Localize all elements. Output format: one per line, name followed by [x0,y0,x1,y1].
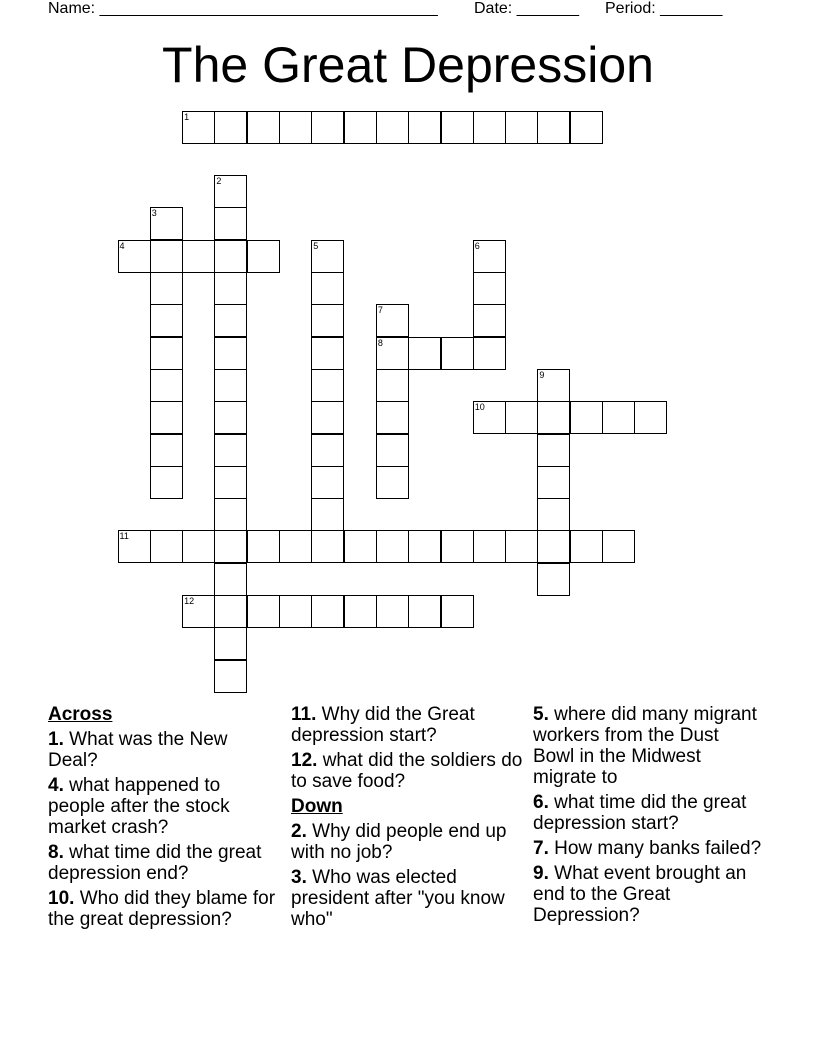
clue-down-5 [533,704,765,788]
clue-text: What event brought an end to the Great Depression? [533,863,747,926]
cell-number-label: 12 [184,596,195,606]
clue-text: where did many migrant workers from the Dust Bowl in the Midwest migrate to [533,704,757,788]
clue-number: 12. [291,750,318,771]
clue-column-1 [48,704,280,934]
crossword-cell[interactable] [376,434,409,467]
clue-number: 9. [533,863,549,884]
crossword-cell[interactable] [570,401,603,434]
crossword-cell[interactable] [182,240,215,273]
crossword-cell[interactable] [311,434,344,467]
crossword-cell[interactable] [537,111,570,144]
crossword-cell[interactable] [150,272,183,305]
clue-text: what time did the great depression end? [48,842,262,884]
name-field-label[interactable]: Name: ______________________________________ [48,0,438,17]
clue-text: Why did people end up with no job? [291,821,507,863]
crossword-cell[interactable] [311,401,344,434]
crossword-cell[interactable] [408,111,441,144]
crossword-cell[interactable] [473,304,506,337]
crossword-cell[interactable] [537,498,570,531]
cell-number-label: 9 [539,369,545,380]
crossword-cell[interactable] [150,466,183,499]
crossword-cell[interactable] [214,304,247,337]
clue-number: 11. [291,704,317,725]
crossword-cell[interactable] [214,627,247,660]
clue-number: 4. [48,775,64,796]
clue-number: 1. [48,729,64,750]
crossword-cell[interactable] [570,530,603,563]
crossword-cell[interactable] [214,240,247,273]
crossword-cell[interactable] [150,530,183,563]
crossword-cell[interactable] [570,111,603,144]
period-field-label[interactable]: Period: _______ [605,0,723,17]
clue-down-6 [533,792,765,834]
crossword-cell[interactable] [473,530,506,563]
clue-text: what time did the great depression start? [533,792,747,834]
crossword-cell[interactable] [441,530,474,563]
crossword-cell[interactable] [214,530,247,563]
crossword-cell[interactable] [376,466,409,499]
clue-text: what did the soldiers do to save food? [291,750,523,792]
clue-text: Why did the Great depression start? [291,704,475,746]
crossword-cell[interactable] [473,272,506,305]
clue-text: How many banks failed? [548,838,762,859]
crossword-cell[interactable] [376,530,409,563]
crossword-cell[interactable] [214,207,247,240]
crossword-cell[interactable] [376,401,409,434]
crossword-cell[interactable] [214,337,247,370]
crossword-cell[interactable] [150,434,183,467]
crossword-cell[interactable] [214,111,247,144]
crossword-cell[interactable] [279,595,312,628]
crossword-cell[interactable] [279,111,312,144]
crossword-cell[interactable] [182,530,215,563]
crossword-cell[interactable] [150,240,183,273]
crossword-cell[interactable] [247,595,280,628]
crossword-cell[interactable] [247,530,280,563]
crossword-cell[interactable] [311,466,344,499]
clue-column-2 [291,704,523,934]
crossword-cell[interactable] [634,401,667,434]
crossword-cell[interactable] [214,272,247,305]
clue-down-9 [533,863,765,926]
crossword-cell[interactable] [376,595,409,628]
crossword-cell[interactable] [408,530,441,563]
crossword-cell[interactable] [441,337,474,370]
clue-column-3 [533,704,765,930]
clue-number: 3. [291,867,307,888]
clue-text: Who did they blame for the great depression? [48,888,276,930]
clue-number: 8. [48,842,64,863]
clue-across-11 [291,704,523,746]
clue-text: Who was elected president after "you know who" [291,867,505,930]
crossword-cell[interactable] [602,530,635,563]
crossword-cell[interactable] [150,369,183,402]
crossword-cell[interactable] [473,111,506,144]
clue-across-12 [291,750,523,792]
crossword-cell[interactable] [376,111,409,144]
crossword-cell[interactable] [311,337,344,370]
crossword-cell[interactable] [214,401,247,434]
crossword-cell[interactable] [150,337,183,370]
cell-number-label: 8 [377,337,383,348]
crossword-cell[interactable] [311,111,344,144]
crossword-cell[interactable] [311,498,344,531]
crossword-cell[interactable] [214,595,247,628]
crossword-cell[interactable] [311,272,344,305]
crossword-cell[interactable] [537,563,570,596]
cell-number-label: 7 [377,305,383,316]
cell-number-label: 4 [119,240,125,251]
crossword-cell[interactable] [344,530,377,563]
clue-down-7 [533,838,765,859]
crossword-cell[interactable] [247,240,280,273]
crossword-cell[interactable] [505,111,538,144]
clue-number: 2. [291,821,307,842]
clue-number: 6. [533,792,549,813]
crossword-cell[interactable] [311,595,344,628]
clue-number: 5. [533,704,549,725]
clue-across-10 [48,888,280,930]
clue-down-2 [291,821,523,863]
crossword-cell[interactable] [247,111,280,144]
crossword-cell[interactable] [214,369,247,402]
cell-number-label: 1 [184,111,190,122]
clue-number: 10. [48,888,75,909]
clue-across-4 [48,775,280,838]
cell-number-label: 11 [119,531,129,542]
cell-number-label: 3 [151,208,157,219]
crossword-cell[interactable] [214,660,247,693]
cell-number-label: 2 [216,176,222,187]
crossword-cell[interactable] [537,466,570,499]
crossword-cell[interactable] [344,595,377,628]
clue-number: 7. [533,838,549,859]
across-heading: Across [48,704,113,725]
crossword-cell[interactable] [311,530,344,563]
page-title: The Great Depression [162,37,654,93]
date-field-label[interactable]: Date: _______ [474,0,579,17]
clue-across-8 [48,842,280,884]
crossword-cell[interactable] [441,111,474,144]
crossword-cell[interactable] [537,434,570,467]
crossword-cell[interactable] [505,530,538,563]
crossword-cell[interactable] [214,563,247,596]
crossword-cell[interactable] [311,369,344,402]
cell-number-label: 6 [474,240,480,251]
crossword-cell[interactable] [408,595,441,628]
crossword-cell[interactable] [279,530,312,563]
crossword-cell[interactable] [311,304,344,337]
crossword-cell[interactable] [214,466,247,499]
crossword-cell[interactable] [344,111,377,144]
crossword-cell[interactable] [537,401,570,434]
crossword-cell[interactable] [150,401,183,434]
crossword-cell[interactable] [376,369,409,402]
crossword-cell[interactable] [473,337,506,370]
crossword-cell[interactable] [150,304,183,337]
down-heading: Down [291,796,343,817]
crossword-cell[interactable] [505,401,538,434]
clue-text: What was the New Deal? [48,729,228,771]
crossword-cell[interactable] [214,498,247,531]
cell-number-label: 5 [313,240,319,251]
clue-down-3 [291,867,523,930]
clue-across-1 [48,729,280,771]
crossword-cell[interactable] [537,530,570,563]
crossword-cell[interactable] [408,337,441,370]
crossword-cell[interactable] [441,595,474,628]
crossword-cell[interactable] [602,401,635,434]
cell-number-label: 10 [474,402,485,413]
clue-text: what happened to people after the stock market crash? [48,775,230,838]
crossword-cell[interactable] [214,434,247,467]
